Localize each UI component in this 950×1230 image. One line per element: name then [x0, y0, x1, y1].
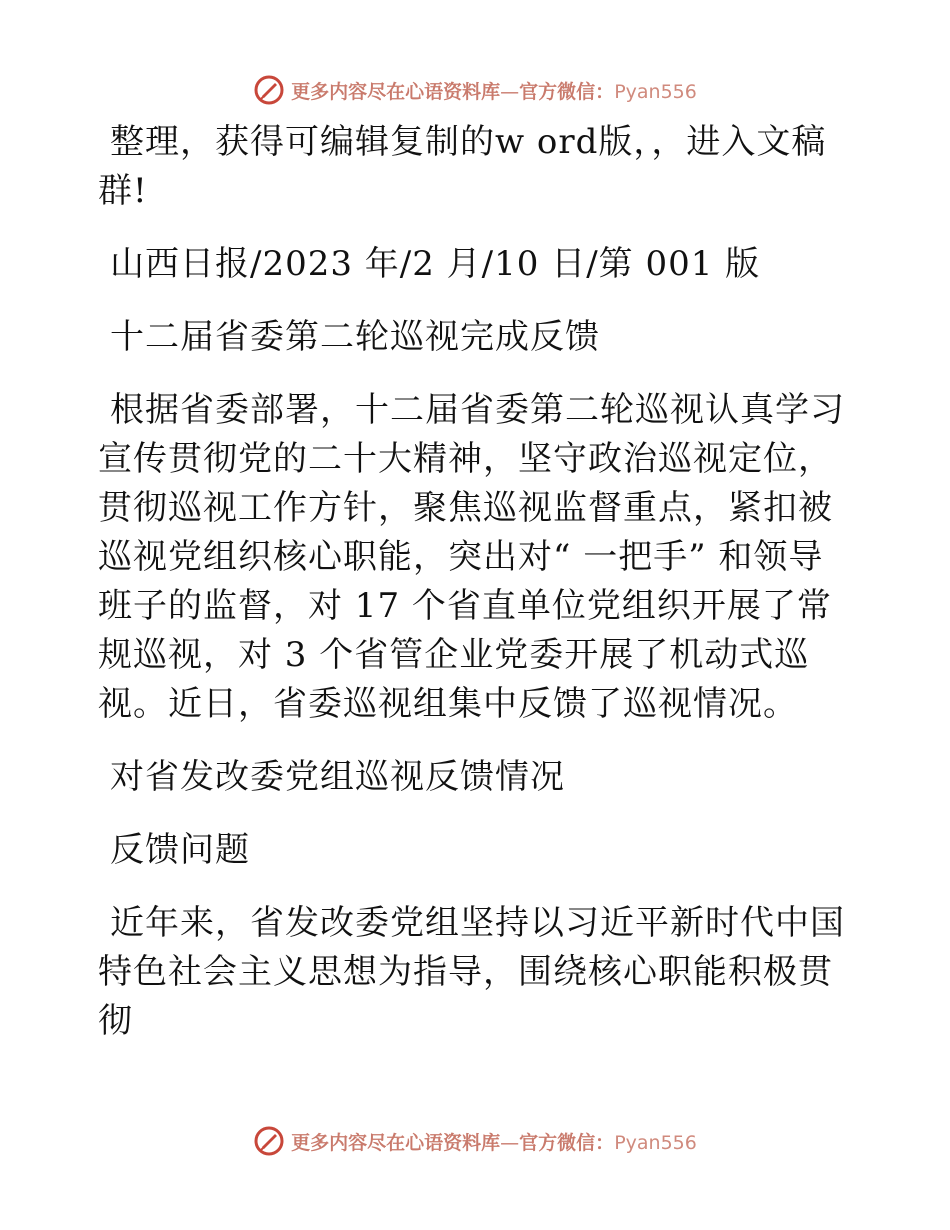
- footer-watermark: [0, 1121, 950, 1161]
- watermark-contact-handle: Pyan556: [614, 1131, 697, 1154]
- quill-logo-icon: [253, 1125, 285, 1157]
- source-line: 山西日报/2023 年/2 月/10 日/第 001 版: [110, 244, 761, 284]
- quill-logo-icon: [253, 74, 285, 106]
- document-body: [98, 118, 858, 1070]
- header-watermark: [0, 70, 950, 110]
- watermark-contact-label: 官方微信：: [519, 80, 615, 103]
- watermark-separator: —: [500, 80, 520, 103]
- section-heading: 对省发改委党组巡视反馈情况: [110, 757, 565, 797]
- intro-paragraph: 整理，获得可编辑复制的w ord版，，进入文稿群!: [98, 122, 827, 211]
- watermark-contact-label: 官方微信：: [519, 1131, 615, 1154]
- watermark-text: [291, 1128, 697, 1155]
- body-paragraph: 根据省委部署，十二届省委第二轮巡视认真学习宣传贯彻党的二十大精神，坚守政治巡视定位，贯彻巡视工作方针，聚焦巡视监督重点，紧扣被巡视党组织核心职能，突出对“ 一把手” 和领导班子的监督，对 17 个省直单位党组织开展了常规巡视，对 3 个省管企业党委开展了机动式巡视。近日，省委巡视组集中反馈了巡视情况。: [98, 390, 845, 724]
- body-paragraph: 近年来，省发改委党组坚持以习近平新时代中国特色社会主义思想为指导，围绕核心职能积极贯彻: [98, 903, 845, 1041]
- watermark-separator: —: [500, 1131, 520, 1154]
- article-title: 十二届省委第二轮巡视完成反馈: [110, 317, 600, 357]
- subsection-heading: 反馈问题: [110, 830, 250, 870]
- watermark-text: [291, 77, 697, 104]
- watermark-brand: 更多内容尽在心语资料库: [291, 1131, 501, 1154]
- watermark-brand: 更多内容尽在心语资料库: [291, 80, 501, 103]
- watermark-contact-handle: Pyan556: [614, 80, 697, 103]
